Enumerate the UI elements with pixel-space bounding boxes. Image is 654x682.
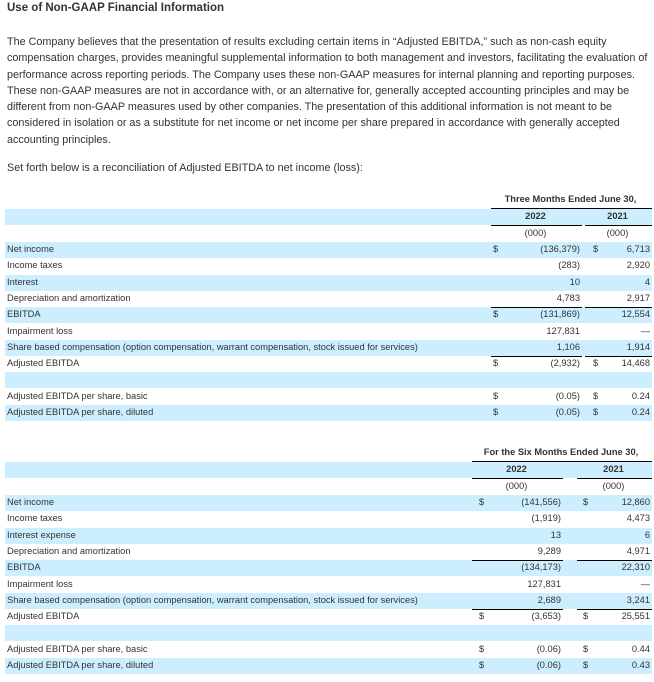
value-prior: 4 — [644, 276, 650, 287]
year-header-prior: 2021 — [607, 211, 628, 221]
table-row — [5, 528, 652, 544]
units-row — [5, 479, 652, 495]
value-prior: 0.24 — [631, 407, 650, 417]
value-prior: 0.24 — [631, 390, 650, 401]
table-row — [5, 642, 652, 658]
currency-symbol: $ — [593, 407, 599, 417]
value-current: 2,689 — [537, 594, 561, 605]
value-current: (134,173) — [521, 562, 561, 573]
year-header-current: 2022 — [506, 464, 527, 474]
units-prior: (000) — [606, 228, 629, 238]
value-current: (141,556) — [521, 497, 561, 507]
table-row — [5, 658, 652, 674]
value-prior: — — [640, 578, 650, 589]
row-label: Adjusted EBITDA — [7, 611, 80, 622]
value-prior: 25,551 — [621, 611, 650, 622]
table-row — [5, 544, 652, 560]
value-current: 9,289 — [537, 545, 561, 556]
value-prior: — — [640, 325, 650, 336]
table-row — [5, 356, 652, 372]
intro-paragraph: The Company believes that the presentation of results excluding certain items in “Adjusted EBITDA,” such as non-cash equity compensation charges, provides meaningful supplemental information to both management and investors, facilitating the evaluation of performance across reporting periods. The Company uses these non-GAAP measures for internal planning and reporting purposes. These non-GAAP measures are not in accordance with, or an alternative for, generally accepted accounting principles and may be different from non-GAAP measures used by other companies. The presentation of this additional information is not meant to be considered in isolation or as a substitute for net income or net income per share prepared in accordance with generally accepted accounting principles. — [7, 36, 648, 146]
reconciliation-intro: Set forth below is a reconciliation of Adjusted EBITDA to net income (loss): — [7, 162, 363, 174]
value-current: 13 — [550, 529, 561, 540]
table-row — [5, 560, 652, 576]
currency-symbol: $ — [583, 497, 589, 507]
value-current: (283) — [558, 260, 580, 271]
value-prior: 14,468 — [621, 358, 650, 369]
currency-symbol: $ — [493, 244, 499, 254]
subtotal-rule — [577, 609, 652, 610]
year-header-row — [5, 462, 652, 478]
units-current: (000) — [505, 481, 528, 491]
subtotal-rule — [577, 560, 652, 561]
currency-symbol: $ — [493, 390, 499, 401]
units-row — [5, 226, 652, 242]
row-label: Depreciation and amortization — [7, 292, 131, 303]
row-label: Interest expense — [7, 529, 76, 540]
table-row — [5, 324, 652, 340]
value-current: (0.06) — [536, 643, 561, 654]
value-current: (0.06) — [536, 660, 561, 670]
value-current: 127,831 — [527, 578, 561, 589]
period-header: For the Six Months Ended June 30, — [483, 447, 639, 457]
subtotal-rule — [491, 307, 582, 308]
row-label: Adjusted EBITDA per share, diluted — [7, 407, 154, 417]
row-label: Share based compensation (option compensation, warrant compensation, stock issued for services) — [7, 341, 418, 352]
currency-symbol: $ — [583, 660, 589, 670]
table-row — [5, 593, 652, 609]
value-current: 10 — [569, 276, 580, 287]
year-header-prior: 2021 — [603, 464, 624, 474]
row-label: Adjusted EBITDA per share, diluted — [7, 660, 154, 670]
period-header: Three Months Ended June 30, — [504, 194, 637, 204]
row-label: Net income — [7, 497, 55, 507]
table-row — [5, 405, 652, 421]
value-prior: 2,920 — [626, 260, 650, 271]
row-label: Impairment loss — [7, 578, 73, 589]
value-current: (3,653) — [531, 611, 561, 622]
table-row — [5, 291, 652, 307]
row-label: Depreciation and amortization — [7, 545, 131, 556]
table-row — [5, 242, 652, 258]
table-row — [5, 389, 652, 405]
units-current: (000) — [524, 228, 547, 238]
table-row — [5, 495, 652, 511]
value-prior: 3,241 — [626, 594, 650, 605]
value-current: 127,831 — [546, 325, 580, 336]
currency-symbol: $ — [479, 497, 485, 507]
subtotal-rule — [491, 356, 582, 357]
value-prior: 2,917 — [626, 292, 650, 303]
table-row — [5, 307, 652, 323]
value-current: 1,106 — [556, 341, 580, 352]
row-label: EBITDA — [7, 309, 41, 320]
period-header-row — [5, 445, 652, 461]
table-row — [5, 340, 652, 356]
currency-symbol: $ — [493, 309, 499, 320]
row-label: Adjusted EBITDA per share, basic — [7, 643, 148, 654]
value-prior: 6 — [644, 529, 650, 540]
currency-symbol: $ — [583, 643, 589, 654]
value-prior: 0.43 — [631, 660, 650, 670]
currency-symbol: $ — [593, 244, 599, 254]
value-prior: 12,554 — [621, 309, 650, 320]
currency-symbol: $ — [479, 643, 485, 654]
value-prior: 12,860 — [621, 497, 650, 507]
year-header-row — [5, 209, 652, 225]
row-label: Impairment loss — [7, 325, 73, 336]
currency-symbol: $ — [479, 611, 485, 622]
value-current: (136,379) — [540, 244, 580, 254]
currency-symbol: $ — [593, 358, 599, 369]
year-header-current: 2022 — [525, 211, 546, 221]
value-prior: 1,914 — [626, 341, 650, 352]
value-current: (0.05) — [555, 390, 580, 401]
row-label: Adjusted EBITDA per share, basic — [7, 390, 148, 401]
table-row — [5, 577, 652, 593]
currency-symbol: $ — [493, 407, 499, 417]
period-header-row — [5, 192, 652, 208]
spacer-row — [5, 372, 652, 388]
subtotal-rule — [472, 560, 563, 561]
value-current: 4,783 — [556, 292, 580, 303]
value-prior: 0.44 — [631, 643, 650, 654]
subtotal-rule — [472, 609, 563, 610]
units-prior: (000) — [602, 481, 625, 491]
value-prior: 4,473 — [626, 513, 650, 524]
table-row — [5, 609, 652, 625]
row-label: Interest — [7, 276, 39, 287]
currency-symbol: $ — [493, 358, 499, 369]
table-row — [5, 258, 652, 274]
section-title: Use of Non-GAAP Financial Information — [7, 2, 225, 14]
value-prior: 22,310 — [621, 562, 650, 573]
value-prior: 4,971 — [626, 545, 650, 556]
value-current: (0.05) — [555, 407, 580, 417]
row-label: Net income — [7, 244, 55, 254]
value-current: (1,919) — [531, 513, 561, 524]
row-label: Income taxes — [7, 260, 63, 271]
subtotal-rule — [585, 356, 652, 357]
value-prior: 6,713 — [626, 244, 650, 254]
currency-symbol: $ — [479, 660, 485, 670]
row-label: EBITDA — [7, 562, 41, 573]
table-row — [5, 275, 652, 291]
currency-symbol: $ — [583, 611, 589, 622]
row-label: Income taxes — [7, 513, 63, 524]
row-label: Share based compensation (option compensation, warrant compensation, stock issued for services) — [7, 594, 418, 605]
row-label: Adjusted EBITDA — [7, 358, 80, 369]
table-row — [5, 511, 652, 527]
subtotal-rule — [585, 307, 652, 308]
spacer-row — [5, 625, 652, 641]
currency-symbol: $ — [593, 390, 599, 401]
value-current: (2,932) — [550, 358, 580, 369]
value-current: (131,869) — [540, 309, 580, 320]
